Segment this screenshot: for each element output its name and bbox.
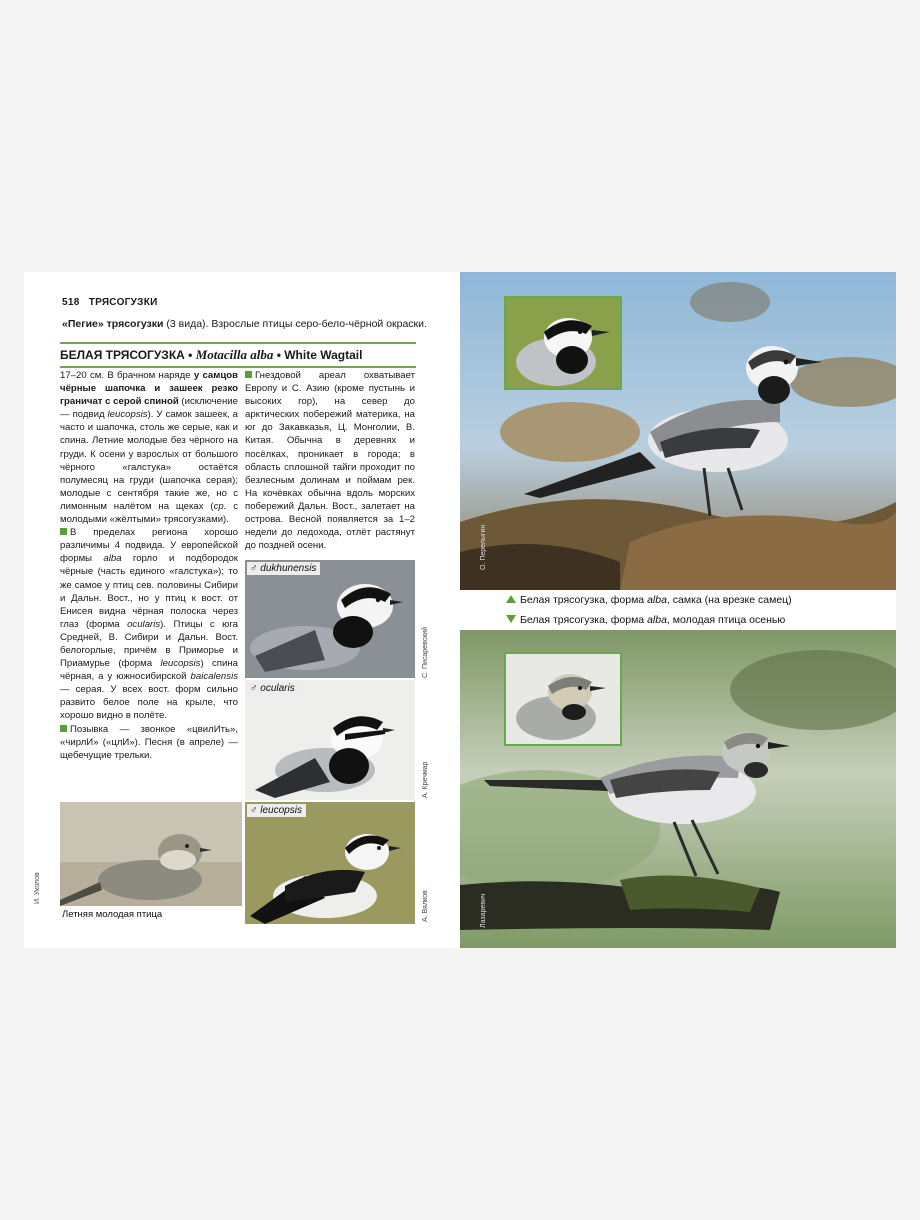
subspecies-photo-leucopsis <box>245 802 415 924</box>
separator: • <box>276 348 281 362</box>
text-column-1 <box>60 369 238 762</box>
female-caption: Белая трясогузка, форма alba, самка (на врезке самец) <box>506 594 792 606</box>
species-heading <box>60 342 416 368</box>
subspecies-label: ♂ dukhunensis <box>247 562 320 575</box>
photo-credit: Лазаревич <box>480 893 487 928</box>
species-name-en: White Wagtail <box>284 348 363 362</box>
species-name-latin: Motacilla alba <box>195 347 274 362</box>
left-page <box>24 272 444 948</box>
photo-credit: И. Уколов <box>34 872 41 904</box>
subspecies-paragraph: В пределах региона хорошо различимы 4 подвида. У европейской формы alba горло и подбородок чёрные (часть единого «галстука»); то же самое у птиц сев. половины Сибири и Дальн. Вост., но у птиц к вост. от Енисея видна чёрная полоска через глаз (форма ocularis). Птицы с юга Средней, В. Сибири и Дальн. Вост. белогорлые, причём в Приморье и Приамурье (форма leucopsis) спина чёрная, а у южносибирской baicalensis — серая. У всех вост. форм сильно развито белое поле на крыле, что хорошо видно в полёте. <box>60 527 238 722</box>
text-column-2 <box>245 369 415 552</box>
photo-credit: О. Перелыгин <box>480 524 487 570</box>
right-page <box>460 272 896 948</box>
juvenile-inset-photo <box>504 652 622 746</box>
arrow-down-icon <box>506 615 516 623</box>
voice-paragraph: Позывка — звонкое «цвилИть», «чирлИ» («цлИ»). Песня (в апреле) — щебечущие трельки. <box>60 723 238 761</box>
subspecies-label: ♂ ocularis <box>247 682 299 695</box>
range-paragraph: Гнездовой ареал охватывает Европу и С. Азию (кроме пустынь и высоких гор), на север до арктических побережий материка, на юг до Закавказья, Ц. Монголии, В. Китая. Обычна в деревнях и посёлках, проникает в города; в область сплошной тайги проходит по безлесным долинам и поймам рек. На кочёвках обычна вдоль морских побережий Дальн. Вост., залетает на острова. Весной появляется за 1–2 недели до ледохода, отлёт растянут до поздней осени. <box>245 370 415 552</box>
photo-credit: А. Кречмар <box>422 761 429 798</box>
male-inset-photo <box>504 296 622 390</box>
group-text: (3 вида). Взрослые птицы серо-бело-чёрной окраски. <box>166 318 427 330</box>
subspecies-photo-ocularis <box>245 680 415 800</box>
description-paragraph: 17–20 см. В брачном наряде у самцов чёрные шапочка и зашеек резко граничат с серой спиной (исключение — подвид leucopsis). У самок зашеек, а часто и шапочка, столь же серые, как и спина. Летние молодые без чёрного на груди. К осени у взрослых от большого чёрного «галстука» остаётся полумесяц на груди (шапочка серая); молодые с сентября такие же, но с лимонным налётом на щеках (ср. с молодыми «жёлтыми» трясогузками). <box>60 370 238 526</box>
juvenile-autumn-caption: Белая трясогузка, форма alba, молодая птица осенью <box>506 614 785 626</box>
page-number: 518 <box>62 297 80 308</box>
juvenile-caption: Летняя молодая птица <box>62 909 163 920</box>
species-name-ru: БЕЛАЯ ТРЯСОГУЗКА <box>60 348 185 362</box>
separator: • <box>188 348 193 362</box>
section-title: ТРЯСОГУЗКИ <box>88 297 158 308</box>
arrow-up-icon <box>506 595 516 603</box>
bullet-square-icon <box>245 371 252 378</box>
book-spread <box>24 272 896 948</box>
juvenile-photo <box>60 802 242 906</box>
subspecies-label: ♂ leucopsis <box>247 804 306 817</box>
bullet-square-icon <box>60 725 67 732</box>
running-head <box>62 297 158 308</box>
group-name: «Пегие» трясогузки <box>62 318 164 330</box>
bullet-square-icon <box>60 528 67 535</box>
photo-credit: С. Писарeвский <box>422 626 429 678</box>
group-description <box>62 317 442 331</box>
subspecies-photo-dukhunensis <box>245 560 415 678</box>
photo-credit: А. Вялков <box>422 890 429 922</box>
